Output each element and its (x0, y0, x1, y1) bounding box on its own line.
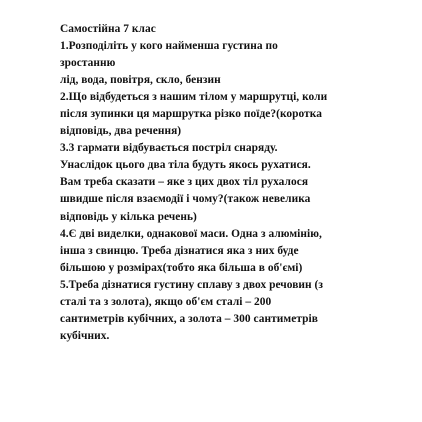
assignment-text (60, 21, 410, 345)
question-3-text-line-2: Унаслідок цього два тіла будуть якось рухатися. (60, 159, 311, 172)
question-3-text: 3.3 гармати відбувається постріл снаряду. (60, 142, 278, 155)
question-3-text-line-4: швидше після взаємодії і чому?(також невелика (60, 193, 311, 206)
question-2-text: 2.Що відбудеться з нашим тілом у маршрутці, коли (60, 91, 328, 104)
question-2-note: відповідь, два речення) (60, 125, 182, 138)
question-4-text-line-2: інша з свинцю. Треба дізнатися яка з них буде (60, 244, 299, 257)
question-2-text-continued: після зупинки ця маршрутка різко поїде?(коротка (60, 108, 322, 121)
question-1-items: лід, вода, повітря, скло, бензин (60, 74, 221, 87)
question-1-text-continued: зростанню (60, 57, 116, 70)
question-4-text: 4.Є дві виделки, однакової маси. Одна з алюмінію, (60, 227, 322, 240)
question-3-note: відповідь у кілька речень) (60, 210, 197, 223)
question-5-text-line-2: сталі та з золота), якщо об'єм сталі – 200 (60, 295, 272, 308)
question-4-text-line-3: більшою у розмірах(тобто яка більша в об'ємі) (60, 261, 303, 274)
question-1-text: 1.Розподіліть у кого найменша густина по (60, 40, 278, 53)
question-5-text-line-3: сантиметрів кубічних, а золота – 300 сантиметрів (60, 312, 318, 325)
question-3-text-line-3: Вам треба сказати – яке з цих двох тіл рухалося (60, 176, 309, 189)
question-5-text: 5.Треба дізнатися густину сплаву з двох речовин (з (60, 278, 324, 291)
question-5-text-line-4: кубічних. (60, 329, 110, 342)
document-title: Самостійна 7 клас (60, 23, 156, 35)
